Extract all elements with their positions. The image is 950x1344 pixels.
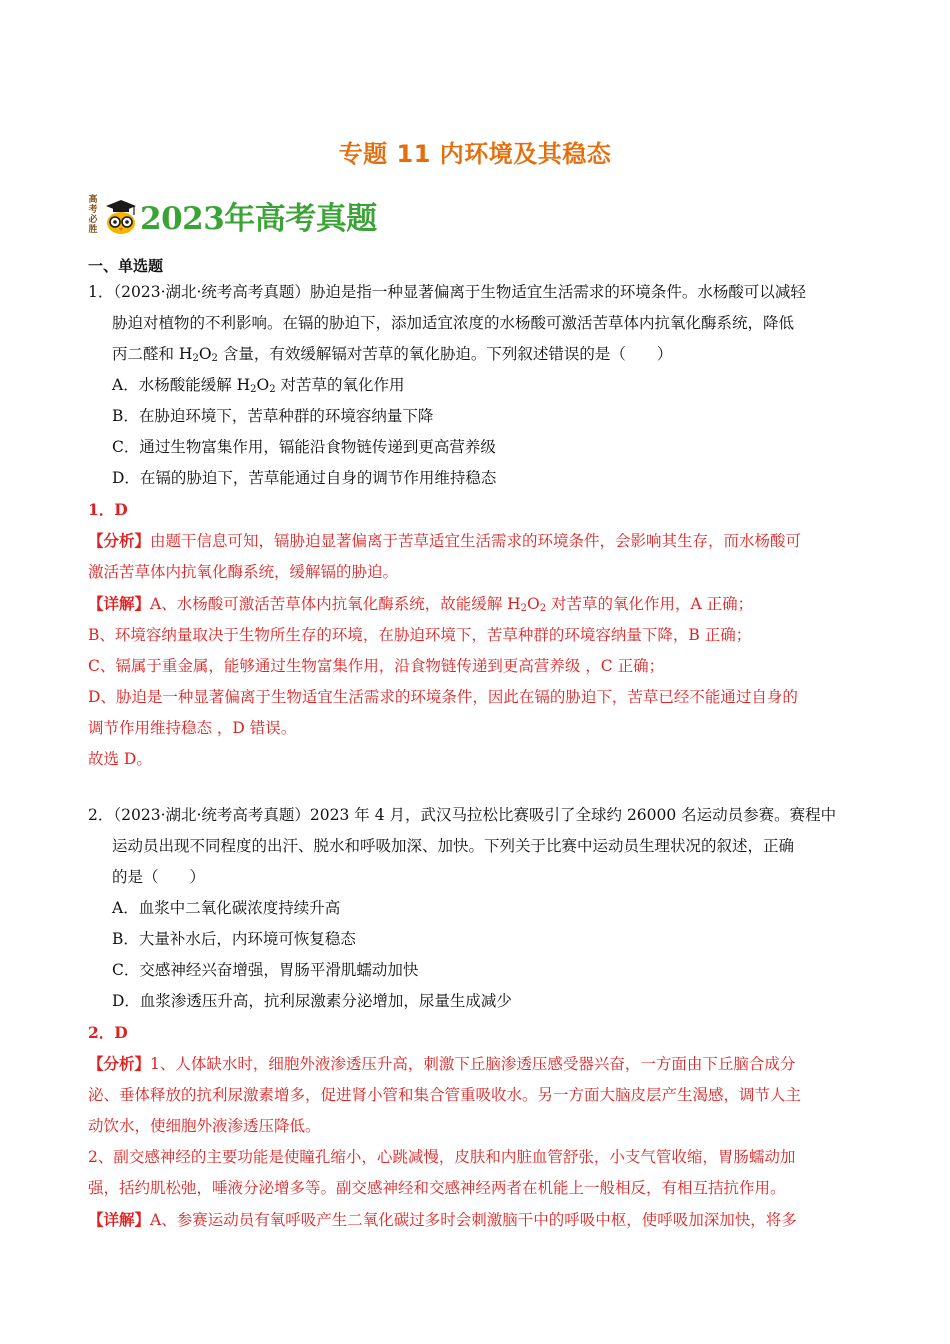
question-2 xyxy=(88,800,864,1236)
question-2-line-3: 的是（ ） xyxy=(112,868,206,886)
analysis-line-3: 动饮水，使细胞外液渗透压降低。 xyxy=(88,1117,321,1135)
conclusion: 故选 D。 xyxy=(88,750,152,768)
question-1-line-1: 1．（2023·湖北·统考高考真题）胁迫是指一种显著偏离于生物适宜生活需求的环境条件。水杨酸可以减轻 xyxy=(88,283,806,301)
detail-b: B、环境容纳量取决于生物所生存的环境，在胁迫环境下，苦草种群的环境容纳量下降，B 正确； xyxy=(88,626,752,644)
seal-logo: 高 考 必 胜 xyxy=(88,195,98,235)
analysis: 【分析】由题干信息可知，镉胁迫显著偏离于苦草适宜生活需求的环境条件，会影响其生存，而水杨酸可 xyxy=(88,531,802,550)
section-heading: 一、单选题 xyxy=(88,257,164,275)
option-d: D．血浆渗透压升高，抗利尿激素分泌增加，尿量生成减少 xyxy=(112,992,512,1010)
banner-title: 2023年高考真题 xyxy=(140,200,377,237)
question-1-line-2: 胁迫对植物的不利影响。在镉的胁迫下，添加适宜浓度的水杨酸可激活苦草体内抗氧化酶系统，降低 xyxy=(112,314,795,332)
option-c: C．通过生物富集作用，镉能沿食物链传递到更高营养级 xyxy=(112,438,496,456)
detail-d: D、胁迫是一种显著偏离于生物适宜生活需求的环境条件，因此在镉的胁迫下，苦草已经不能通过自身的 xyxy=(88,688,798,706)
option-b: B．大量补水后，内环境可恢复稳态 xyxy=(112,930,356,948)
question-1-line-3: 丙二醛和 $H_2O_2$ 含量，有效缓解镉对苦草的氧化胁迫。下列叙述错误的是（ ） xyxy=(112,345,673,364)
detail-c: C、镉属于重金属，能够通过生物富集作用，沿食物链传递到更高营养级 ，C 正确； xyxy=(88,657,665,675)
option-b: B．在胁迫环境下，苦草种群的环境容纳量下降 xyxy=(112,407,434,425)
option-a: A．血浆中二氧化碳浓度持续升高 xyxy=(112,899,341,917)
analysis-line-2: 泌、垂体释放的抗利尿激素增多，促进肾小管和集合管重吸收水。另一方面大脑皮层产生渴感，调节人主 xyxy=(88,1086,802,1104)
option-a: A．水杨酸能缓解 $H_2O_2$ 对苦草的氧化作用 xyxy=(112,376,405,395)
question-2-line-2: 运动员出现不同程度的出汗、脱水和呼吸加深、加快。下列关于比赛中运动员生理状况的叙述，正确 xyxy=(112,837,795,855)
answer: 1．D xyxy=(88,500,128,519)
detail-d-continued: 调节作用维持稳态 ，D 错误。 xyxy=(88,719,297,737)
analysis: 【分析】1、人体缺水时，细胞外液渗透压升高，刺激下丘脑渗透压感受器兴奋，一方面由下丘脑合成分 xyxy=(88,1054,796,1073)
analysis-line-5: 强，括约肌松弛，唾液分泌增多等。副交感神经和交感神经两者在机能上一般相反，有相互拮抗作用。 xyxy=(88,1179,786,1197)
option-d: D．在镉的胁迫下，苦草能通过自身的调节作用维持稳态 xyxy=(112,469,497,487)
detail-a: 【详解】A、参赛运动员有氧呼吸产生二氧化碳过多时会刺激脑干中的呼吸中枢，使呼吸加深加快，将多 xyxy=(88,1210,797,1229)
detail-a: 【详解】A、水杨酸可激活苦草体内抗氧化酶系统，故能缓解 $H_2O_2$ 对苦草的氧化作用，A 正确； xyxy=(88,594,754,614)
question-1 xyxy=(88,277,864,775)
section-banner xyxy=(86,193,377,237)
analysis-continued: 激活苦草体内抗氧化酶系统，缓解镉的胁迫。 xyxy=(88,563,399,581)
analysis-line-4: 2、副交感神经的主要功能是使瞳孔缩小，心跳减慢，皮肤和内脏血管舒张，小支气管收缩，胃肠蠕动加 xyxy=(88,1148,796,1166)
option-c: C．交感神经兴奋增强，胃肠平滑肌蠕动加快 xyxy=(112,961,419,979)
page-title: 专题 11 内环境及其稳态 xyxy=(338,140,612,168)
owl-graduate-icon xyxy=(104,195,138,235)
question-2-line-1: 2．（2023·湖北·统考高考真题）2023 年 4 月，武汉马拉松比赛吸引了全球约 26000 名运动员参赛。赛程中 xyxy=(88,806,837,824)
answer: 2．D xyxy=(88,1023,128,1042)
